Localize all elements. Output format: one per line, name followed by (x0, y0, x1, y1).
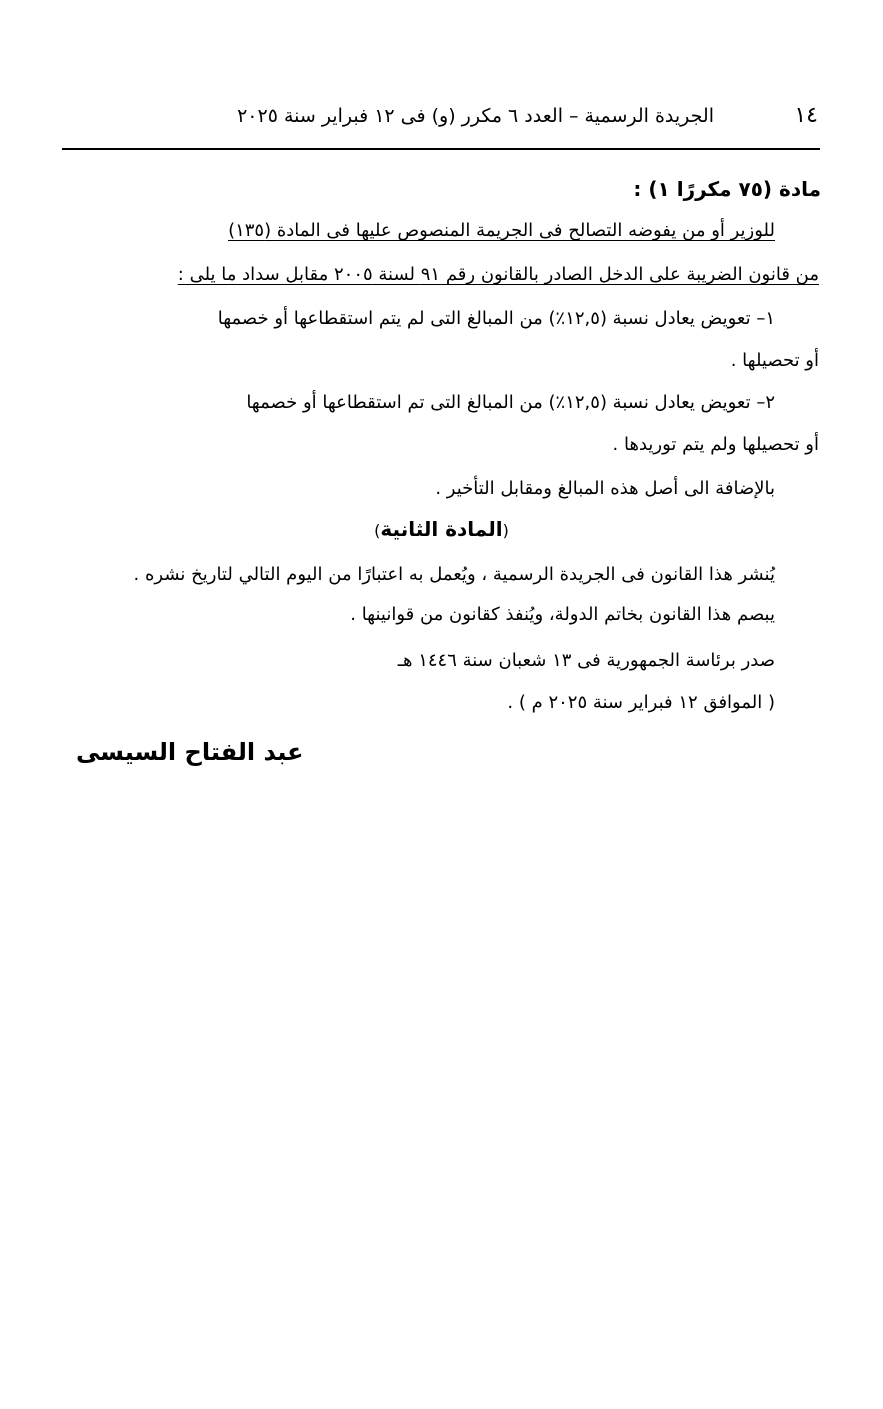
publication-clause: يُنشر هذا القانون فى الجريدة الرسمية ، ويُعمل به اعتبارًا من اليوم التالي لتاريخ نشره . (133, 564, 775, 585)
article-intro-line-2: من قانون الضريبة على الدخل الصادر بالقانون رقم ٩١ لسنة ٢٠٠٥ مقابل سداد ما يلى : (177, 264, 819, 285)
list-item-2-line-1: ٢– تعويض يعادل نسبة (١٢,٥٪) من المبالغ التى تم استقطاعها أو خصمها (246, 392, 775, 413)
second-article-title: المادة الثانية (380, 517, 503, 541)
page-number: ١٤ (794, 103, 818, 128)
second-article-close-paren: ) (374, 521, 381, 540)
seal-clause: يبصم هذا القانون بخاتم الدولة، ويُنفذ كقانون من قوانينها . (350, 604, 775, 625)
second-article-open-paren: ( (502, 521, 509, 540)
list-item-2-line-2: أو تحصيلها ولم يتم توريدها . (612, 434, 819, 455)
addition-clause: بالإضافة الى أصل هذه المبالغ ومقابل التأخير . (435, 478, 775, 499)
second-article-heading (0, 514, 883, 544)
presidential-signature: عبد الفتاح السيسى (76, 738, 304, 766)
article-75-bis-1-heading: مادة (٧٥ مكررًا ١) : (633, 177, 821, 201)
list-item-1-line-2: أو تحصيلها . (730, 350, 819, 371)
page-header (60, 100, 818, 132)
issued-date-gregorian: ( الموافق ١٢ فبراير سنة ٢٠٢٥ م ) . (507, 692, 775, 713)
article-intro-line-1: للوزير أو من يفوضه التصالح فى الجريمة المنصوص عليها فى المادة (١٣٥) (228, 220, 775, 241)
list-item-1-line-1: ١– تعويض يعادل نسبة (١٢,٥٪) من المبالغ التى لم يتم استقطاعها أو خصمها (217, 308, 775, 329)
header-divider (62, 148, 820, 150)
issued-date-hijri: صدر برئاسة الجمهورية فى ١٣ شعبان سنة ١٤٤٦ هـ (397, 650, 775, 671)
gazette-header-title: الجريدة الرسمية – العدد ٦ مكرر (و) فى ١٢ فبراير سنة ٢٠٢٥ (237, 105, 714, 127)
